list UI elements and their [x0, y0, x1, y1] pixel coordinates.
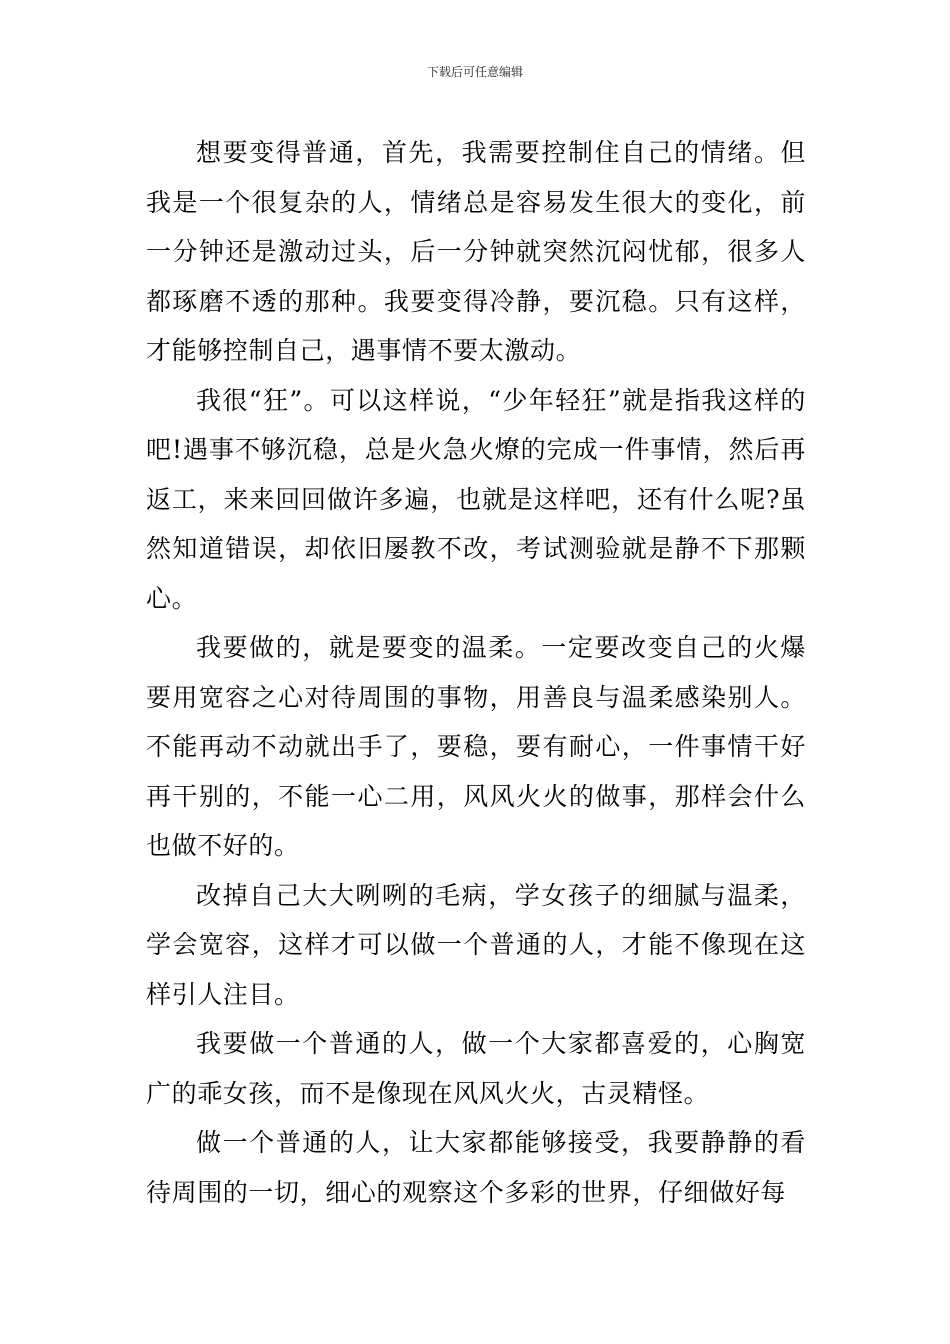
- paragraph-4: 改掉自己大大咧咧的毛病，学女孩子的细腻与温柔，学会宽容，这样才可以做一个普通的人，才能不像现在这样引人注目。: [146, 880, 806, 1009]
- paragraph-2: 我很“狂”。可以这样说，“少年轻狂”就是指我这样的吧!遇事不够沉稳，总是火急火燎的完成一件事情，然后再返工，来来回回做许多遍，也就是这样吧，还有什么呢?虽然知道错误，却依旧屡教不改，考试测验就是静不下那颗心。: [146, 385, 806, 613]
- body-text: [146, 128, 806, 1217]
- paragraph-6: 做一个普通的人，让大家都能够接受，我要静静的看待周围的一切，细心的观察这个多彩的世界，仔细做好每: [146, 1128, 806, 1207]
- paragraph-1: 想要变得普通，首先，我需要控制住自己的情绪。但我是一个很复杂的人，情绪总是容易发生很大的变化，前一分钟还是激动过头，后一分钟就突然沉闷忧郁，很多人都琢磨不透的那种。我要变得冷静，要沉稳。只有这样，才能够控制自己，遇事情不要太激动。: [146, 138, 806, 365]
- paragraph-5: 我要做一个普通的人，做一个大家都喜爱的，心胸宽广的乖女孩，而不是像现在风风火火，古灵精怪。: [146, 1029, 806, 1108]
- page-header-note: 下载后可任意编辑: [426, 65, 523, 79]
- paragraph-3: 我要做的，就是要变的温柔。一定要改变自己的火爆要用宽容之心对待周围的事物，用善良与温柔感染别人。不能再动不动就出手了，要稳，要有耐心，一件事情干好再干别的，不能一心二用，风风火火的做事，那样会什么也做不好的。: [146, 633, 806, 860]
